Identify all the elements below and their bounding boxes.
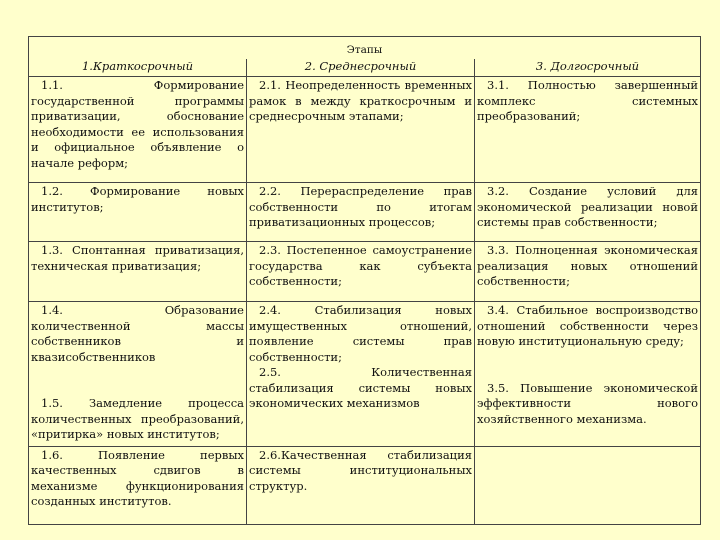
cell-2-3 — [247, 242, 475, 302]
table-row — [29, 242, 701, 302]
cell-3-4 — [475, 302, 701, 447]
table-row — [29, 77, 701, 183]
cell-text: 1.1. Формирование государственной программы приватизации, обоснование необходимости ее использования и официальное объявление о начале реформ; — [31, 78, 244, 170]
cell-text: 2.6.Качественная стабилизация системы институциональных структур. — [249, 447, 472, 493]
cell-2-4 — [247, 302, 475, 447]
cell-text: 1.6. Появление первых качественных сдвигов в механизме функционирования созданных институтов. — [31, 447, 244, 508]
cell-text: 2.3. Постепенное самоустранение государства как субъекта собственности; — [249, 243, 472, 288]
column-header-medium-term: 2. Среднесрочный — [247, 59, 475, 77]
cell-1-4 — [29, 302, 247, 447]
cell-text: 2.5. Количественная стабилизация системы новых экономических механизмов — [249, 365, 472, 410]
cell-1-1 — [29, 77, 247, 183]
cell-3-1 — [475, 77, 701, 183]
cell-text: 2.4. Стабилизация новых имущественных отношений, появление системы прав собственности; — [249, 303, 472, 364]
cell-text: 3.3. Полноценная экономическая реализация новых отношений собственности; — [477, 243, 699, 288]
cell-text: 3.1. Полностью завершенный комплекс системных преобразований; — [477, 78, 699, 123]
cell-text: 2.2. Перераспределение прав собственности по итогам приватизационных процессов; — [249, 184, 472, 229]
column-header-long-term: 3. Долгосрочный — [475, 59, 701, 77]
cell-1-5 — [29, 446, 247, 524]
cell-3-5 — [475, 446, 701, 524]
cell-text: 1.2. Формирование новых институтов; — [31, 184, 244, 214]
cell-text: 2.1. Неопределенность временных рамок в между краткосрочным и среднесрочным этапами; — [249, 78, 472, 123]
column-header-short-term: 1.Краткосрочный — [29, 59, 247, 77]
stages-label: Этапы — [29, 37, 701, 59]
cell-2-2 — [247, 183, 475, 242]
cell-text: 3.4. Стабильное воспроизводство отношений собственности через новую институциональную среду; — [477, 303, 699, 348]
cell-text: 3.2. Создание условий для экономической реализации новой системы прав собственности; — [477, 184, 699, 229]
cell-text: 1.5. Замедление процесса количественных преобразований, «притирка» новых институтов; — [31, 396, 244, 441]
cell-3-2 — [475, 183, 701, 242]
cell-1-3 — [29, 242, 247, 302]
table-row — [29, 302, 701, 447]
cell-2-5 — [247, 446, 475, 524]
cell-1-2 — [29, 183, 247, 242]
cell-2-1 — [247, 77, 475, 183]
cell-text: 1.4. Образование количественной массы собственников и квазисобственников — [31, 303, 244, 364]
table-row — [29, 183, 701, 242]
stages-table — [28, 36, 701, 525]
cell-text: 1.3. Спонтанная приватизация, техническая приватизация; — [31, 243, 244, 273]
cell-3-3 — [475, 242, 701, 302]
cell-text: 3.5. Повышение экономической эффективности нового хозяйственного механизма. — [477, 380, 699, 426]
table-row — [29, 446, 701, 524]
